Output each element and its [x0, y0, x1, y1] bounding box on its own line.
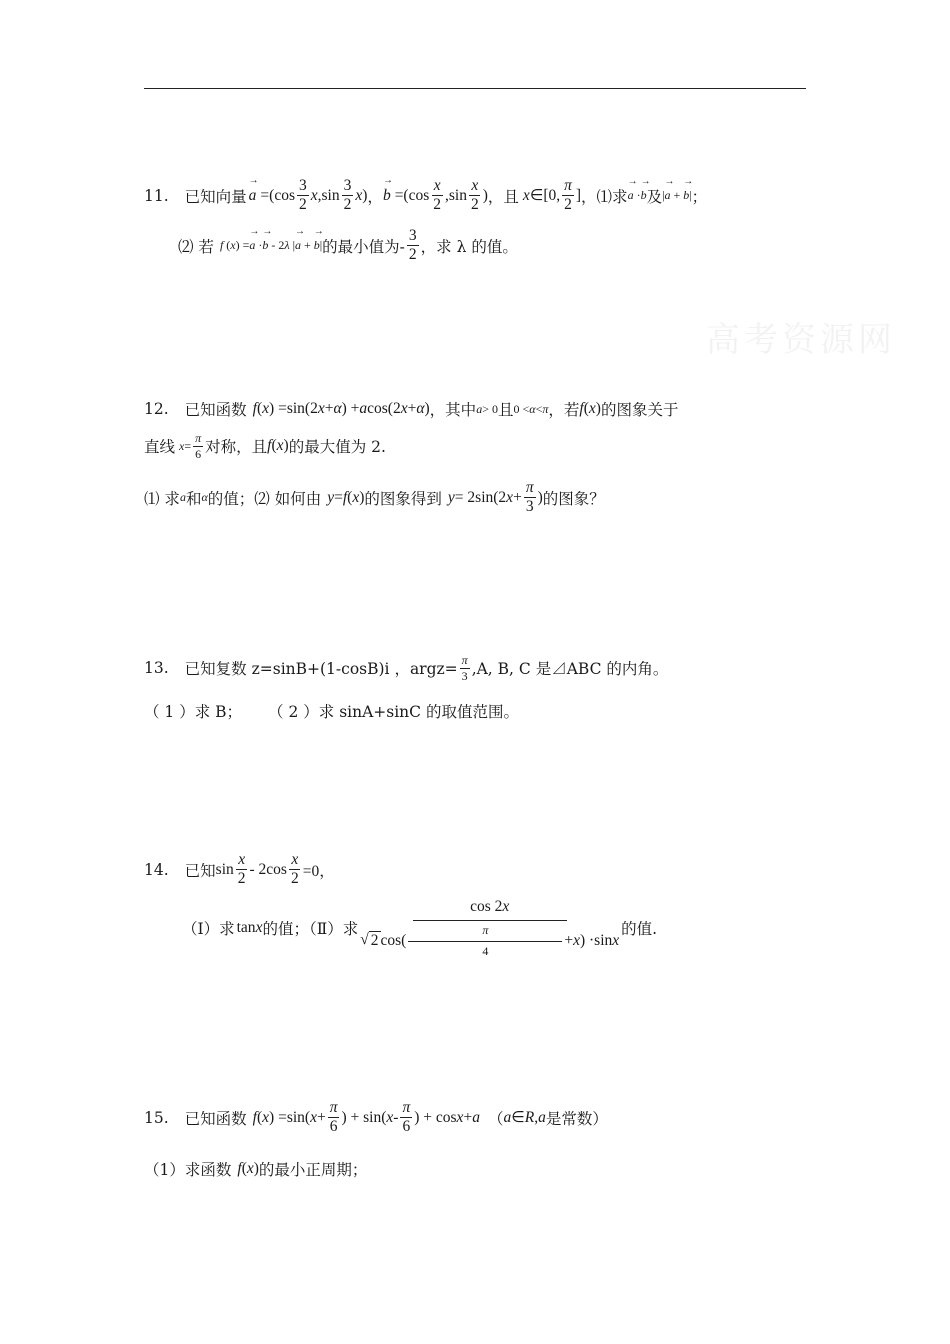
problem-15-line-1: 15. 已知函数 f ( x ) =sin( x + $\frac{\pi}{6}$ ) + sin( x - $\frac{\pi}{6}$ ) + cos x + a （ a ∈ R , a 是常数）	[144, 1099, 608, 1136]
problem-text: 的值；（Ⅱ）求	[262, 919, 359, 938]
problem-text: （ 2 ）求 sinA+sinC 的取值范围。	[268, 703, 519, 721]
fraction: $\frac{x}{2}$	[290, 851, 299, 888]
problem-15-line-2: （1）求函数 f ( x ) 的最小正周期；	[144, 1160, 368, 1179]
problem-text: ,A, B, C 是⊿ABC 的内角。	[471, 660, 669, 679]
fraction: $\frac{3}{2}$	[343, 177, 352, 214]
problem-number: 11.	[144, 186, 169, 205]
problem-14-line-1: 14. 已知 sin $\frac{x}{2}$ - 2cos $\frac{x}{2}$ =0，	[144, 851, 335, 888]
problem-text: （1）求函数	[144, 1161, 232, 1179]
problem-text: =0，	[302, 862, 335, 880]
problem-14-line-2: （Ⅰ）求 tan x 的值；（Ⅱ）求 cos 2x √ 2 cos( $\frac{\pi}{4}$ + x ) ·sin x 的值.	[182, 898, 658, 958]
problem-number: 13.	[144, 659, 169, 678]
fraction: $\frac{\pi}{6}$	[195, 431, 202, 461]
math-text: =(cos	[260, 186, 295, 204]
problem-text: 的图象得到	[364, 489, 442, 508]
problem-13-line-1	[144, 654, 668, 682]
problem-text: 的图象关于	[600, 401, 679, 419]
problem-text: ，若	[548, 401, 580, 419]
problem-text: 已知向量	[184, 187, 247, 206]
problem-text: 已知	[184, 861, 216, 880]
problem-text: 的值.	[621, 919, 658, 938]
watermark: 高考资源网	[706, 320, 896, 360]
problem-text: ，且	[487, 187, 519, 206]
problem-text: 的最小正周期；	[258, 1161, 368, 1179]
problem-text: 对称，且	[205, 438, 268, 457]
problem-text: 已知函数	[184, 1109, 247, 1128]
problem-text: 的最大值为 2.	[288, 438, 386, 457]
fraction: $\frac{\pi}{6}$	[329, 1099, 338, 1136]
problem-text: （Ⅰ）求	[182, 919, 235, 938]
problem-number: 15.	[144, 1108, 169, 1127]
fraction: $\frac{3}{2}$	[408, 227, 417, 264]
problem-text: （	[487, 1109, 504, 1128]
fraction: $\frac{\pi}{3}$	[461, 653, 468, 683]
problem-text: （ 1 ）求 B；	[144, 703, 243, 721]
problem-text: ⑵ 若	[178, 237, 214, 256]
problem-text: 及	[646, 187, 663, 206]
problem-number: 12.	[144, 400, 169, 418]
problem-text: 直线	[144, 438, 176, 457]
math-text: =(cos	[394, 186, 430, 204]
problem-11-line-2: ⑵ 若 f (x) =→ a ·→ b - 2λ |→ a + → b| 的最小值为- $\frac{3}{2}$ ，求 λ 的值。	[178, 228, 518, 264]
fraction: cos 2x √ 2 cos( $\frac{\pi}{4}$ + x ) ·sin x	[360, 898, 620, 958]
problem-text: 是常数）	[545, 1109, 608, 1128]
fraction: $\frac{3}{2}$	[299, 177, 307, 214]
fraction: $\frac{\pi}{2}$	[564, 177, 572, 214]
problem-text: ，⑴求	[581, 187, 628, 206]
problem-text: ，求 λ 的值。	[420, 237, 518, 256]
vector-a: → a	[249, 187, 257, 205]
fraction: $\frac{x}{2}$	[470, 177, 479, 214]
fraction: $\frac{x}{2}$	[433, 177, 442, 214]
problem-12-line-1: 12. 已知函数 f ( x ) =sin(2 x + α ) + a cos(2 x + α ) ，其中 a > 0 且 0 < α < π ，若 f ( x ) 的图象关于	[144, 400, 679, 419]
problem-text: 的最小值为-	[322, 237, 405, 256]
problem-text: 的值；⑵ 如何由	[207, 489, 322, 508]
problem-text: ，其中	[429, 401, 477, 419]
problem-12-line-2: 直线 x = $\frac{\pi}{6}$ 对称，且 f ( x ) 的最大值为 2.	[144, 431, 386, 461]
header-rule	[144, 88, 806, 89]
problem-12-line-3: ⑴ 求 a 和 α 的值；⑵ 如何由 y = f ( x ) 的图象得到 y = 2sin(2 x + $\frac{\pi}{3}$ ) 的图象？	[144, 479, 605, 516]
problem-number: 14.	[144, 860, 169, 879]
problem-text: 和	[185, 489, 202, 508]
problem-13-line-2	[144, 700, 519, 722]
problem-text: 且	[497, 401, 514, 419]
vector-b: → b	[383, 187, 391, 205]
problem-text: 的图象？	[542, 489, 605, 508]
fraction: $\frac{\pi}{6}$	[402, 1099, 411, 1136]
problem-text: 已知复数 z=sinB+(1-cosB)i ，argz=	[184, 660, 458, 679]
problem-text: 已知函数	[184, 401, 247, 419]
fraction: $\frac{x}{2}$	[237, 851, 246, 888]
fraction: $\frac{\pi}{3}$	[525, 479, 534, 516]
problem-text: ⑴ 求	[144, 489, 180, 508]
problem-11-line-1: 11. 已知向量 → a =(cos $\frac{3}{2}$ x ,sin $\frac{3}{2}$ x ) ， → b =(cos $\frac{x}{2}$ ,sin $\frac{x}{2}$ ) ，且 x ∈[0, $\frac{\pi}{2}$ ] ，⑴求 → a ·→ b 及 |→ a + → b| ；	[144, 178, 707, 214]
